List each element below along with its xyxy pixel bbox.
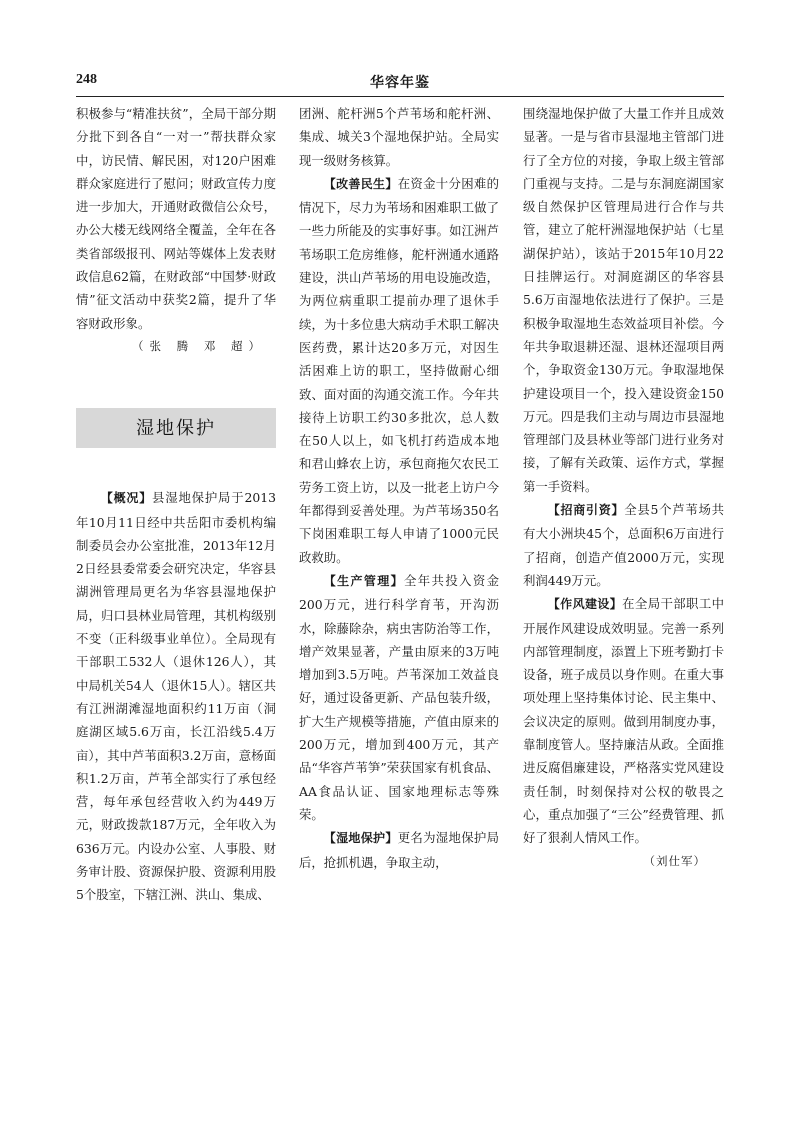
investment-tag: 【招商引资】 xyxy=(547,503,625,518)
paragraph-investment xyxy=(523,498,724,592)
author-credit: （张 腾 邓 超） xyxy=(132,338,266,353)
investment-text: 全县5个芦苇场共有大小洲块45个，总面积6万亩进行了招商，创造产值2000万元，实现利润449万元。 xyxy=(523,502,724,588)
paragraph-work-style xyxy=(523,592,724,849)
page-header xyxy=(76,72,724,94)
wetland-text: 更名为湿地保护局后，抢抓机遇，争取主动， xyxy=(299,830,499,870)
column-left xyxy=(76,102,276,907)
paragraph-wetland-continuation: 围绕湿地保护做了大量工作并且成效显著。一是与省市县湿地主管部门进行了全方位的对接，争取上级主管部门重视与支持。二是与东洞庭湖国家级自然保护区管理局进行合作与共管，建立了舵杆洲湿地保护站（七星湖保护站），该站于2015年10月22日挂牌运行。对洞庭湖区的华容县5.6万亩湿地依法进行了保护。三是积极争取湿地生态效益项目补偿。今年共争取退耕还湿、退林还湿项目两个，争取资金130万元。争取湿地保护建设项目一个，投入建设资金150万元。四是我们主动与周边市县湿地管理部门及县林业等部门进行业务对接，了解有关政策、运作方式，掌握第一手资料。 xyxy=(523,106,724,494)
book-title: 华容年鉴 xyxy=(370,75,430,91)
paragraph-production xyxy=(299,569,499,826)
header-rule xyxy=(76,96,724,97)
author-credit-right: （刘仕军） xyxy=(643,853,706,868)
paragraph-overview xyxy=(76,486,276,906)
production-text: 全年共投入资金200万元，进行科学育苇，开沟沥水，除藤除杂，病虫害防治等工作，增产效果显著，产量由原来的3万吨增加到3.5万吨。芦苇深加工效益良好，通过设备更新、产品包装升级，扩大生产规模等措施，产值由原来的200万元，增加到400万元，其产品“华容芦苇笋”荣获国家有机食品、AA食品认证、国家地理标志等殊荣。 xyxy=(299,572,499,822)
paragraph-livelihood xyxy=(299,172,499,569)
page-number: 248 xyxy=(76,72,97,87)
livelihood-tag: 【改善民生】 xyxy=(323,176,398,191)
production-tag: 【生产管理】 xyxy=(323,573,405,588)
column-middle xyxy=(299,102,499,874)
paragraph-continuation: 团洲、舵杆洲5个芦苇场和舵杆洲、集成、城关3个湿地保护站。全局实现一级财务核算。 xyxy=(299,106,499,168)
style-text: 在全局干部职工中开展作风建设成效明显。完善一系列内部管理制度，添置上下班考勤打卡设备，班子成员以身作则。在重大事项处理上坚持集体讨论、民主集中、会议决定的原则。做到用制度办事，靠制度管人。坚持廉洁从政。全面推进反腐倡廉建设，严格落实党风建设责任制，时刻保持对公权的敬畏之心，重点加强了“三公”经费管理、抓好了狠刹人情风工作。 xyxy=(523,596,724,846)
overview-tag: 【概况】 xyxy=(100,491,153,506)
overview-text: 县湿地保护局于2013年10月11日经中共岳阳市委机构编制委员会办公室批准，2013年12月2日经县委常委会研究决定，华容县湖洲管理局更名为华容县湿地保护局，归口县林业局管理，其机构级别不变（正科级事业单位）。全局现有干部职工532人（退休126人），其中局机关54人（退休15人）。辖区共有江洲湖滩湿地面积约11万亩（洞庭湖区域5.6万亩，长江沿线5.4万亩），其中芦苇面积3.2万亩，意杨面积1.2万亩，芦苇全部实行了承包经营，每年承包经营收入约为449万元，财政拨款187万元，全年收入为636万元。内设办公室、人事股、财务审计股、资源保护股、资源利用股5个股室，下辖江洲、洪山、集成、 xyxy=(76,490,276,903)
livelihood-text: 在资金十分困难的情况下，尽力为苇场和困难职工做了一些力所能及的实事好事。如江洲芦苇场职工危房维修，舵杆洲通水通路建设，洪山芦苇场的用电设施改造，为两位病重职工提前办理了退休手续，为十多位患大病动手术职工解决医药费，累计达20多万元，对因生活困难上访的职工，坚持做耐心细致、面对面的沟通交流工作。今年共接待上访职工约30多批次，总人数在50人以上，如飞机打药造成本地和君山蜂农上访，承包商拖欠农民工劳务工资上访，以及一批老上访户今年都得到妥善处理。为芦苇场350名下岗困难职工每人申请了1000元民政救助。 xyxy=(299,175,499,565)
column-right xyxy=(523,102,724,873)
wetland-tag: 【湿地保护】 xyxy=(323,831,398,846)
style-tag: 【作风建设】 xyxy=(547,597,623,612)
paragraph-wetland-protection xyxy=(299,826,499,874)
section-heading-wetland: 湿地保护 xyxy=(76,408,276,448)
paragraph-finance-publicity: 积极参与“精准扶贫”，全局干部分期分批下到各自“一对一”帮扶群众家中，访民情、解民困，对120户困难群众家庭进行了慰问；财政宣传力度进一步加大，开通财政微信公众号，办公大楼无线网络全覆盖，全年在各类省部级报刊、网站等媒体上发表财政信息62篇，在财政部“中国梦·财政情”征文活动中获奖2篇，提升了华容财政形象。 xyxy=(76,106,276,331)
